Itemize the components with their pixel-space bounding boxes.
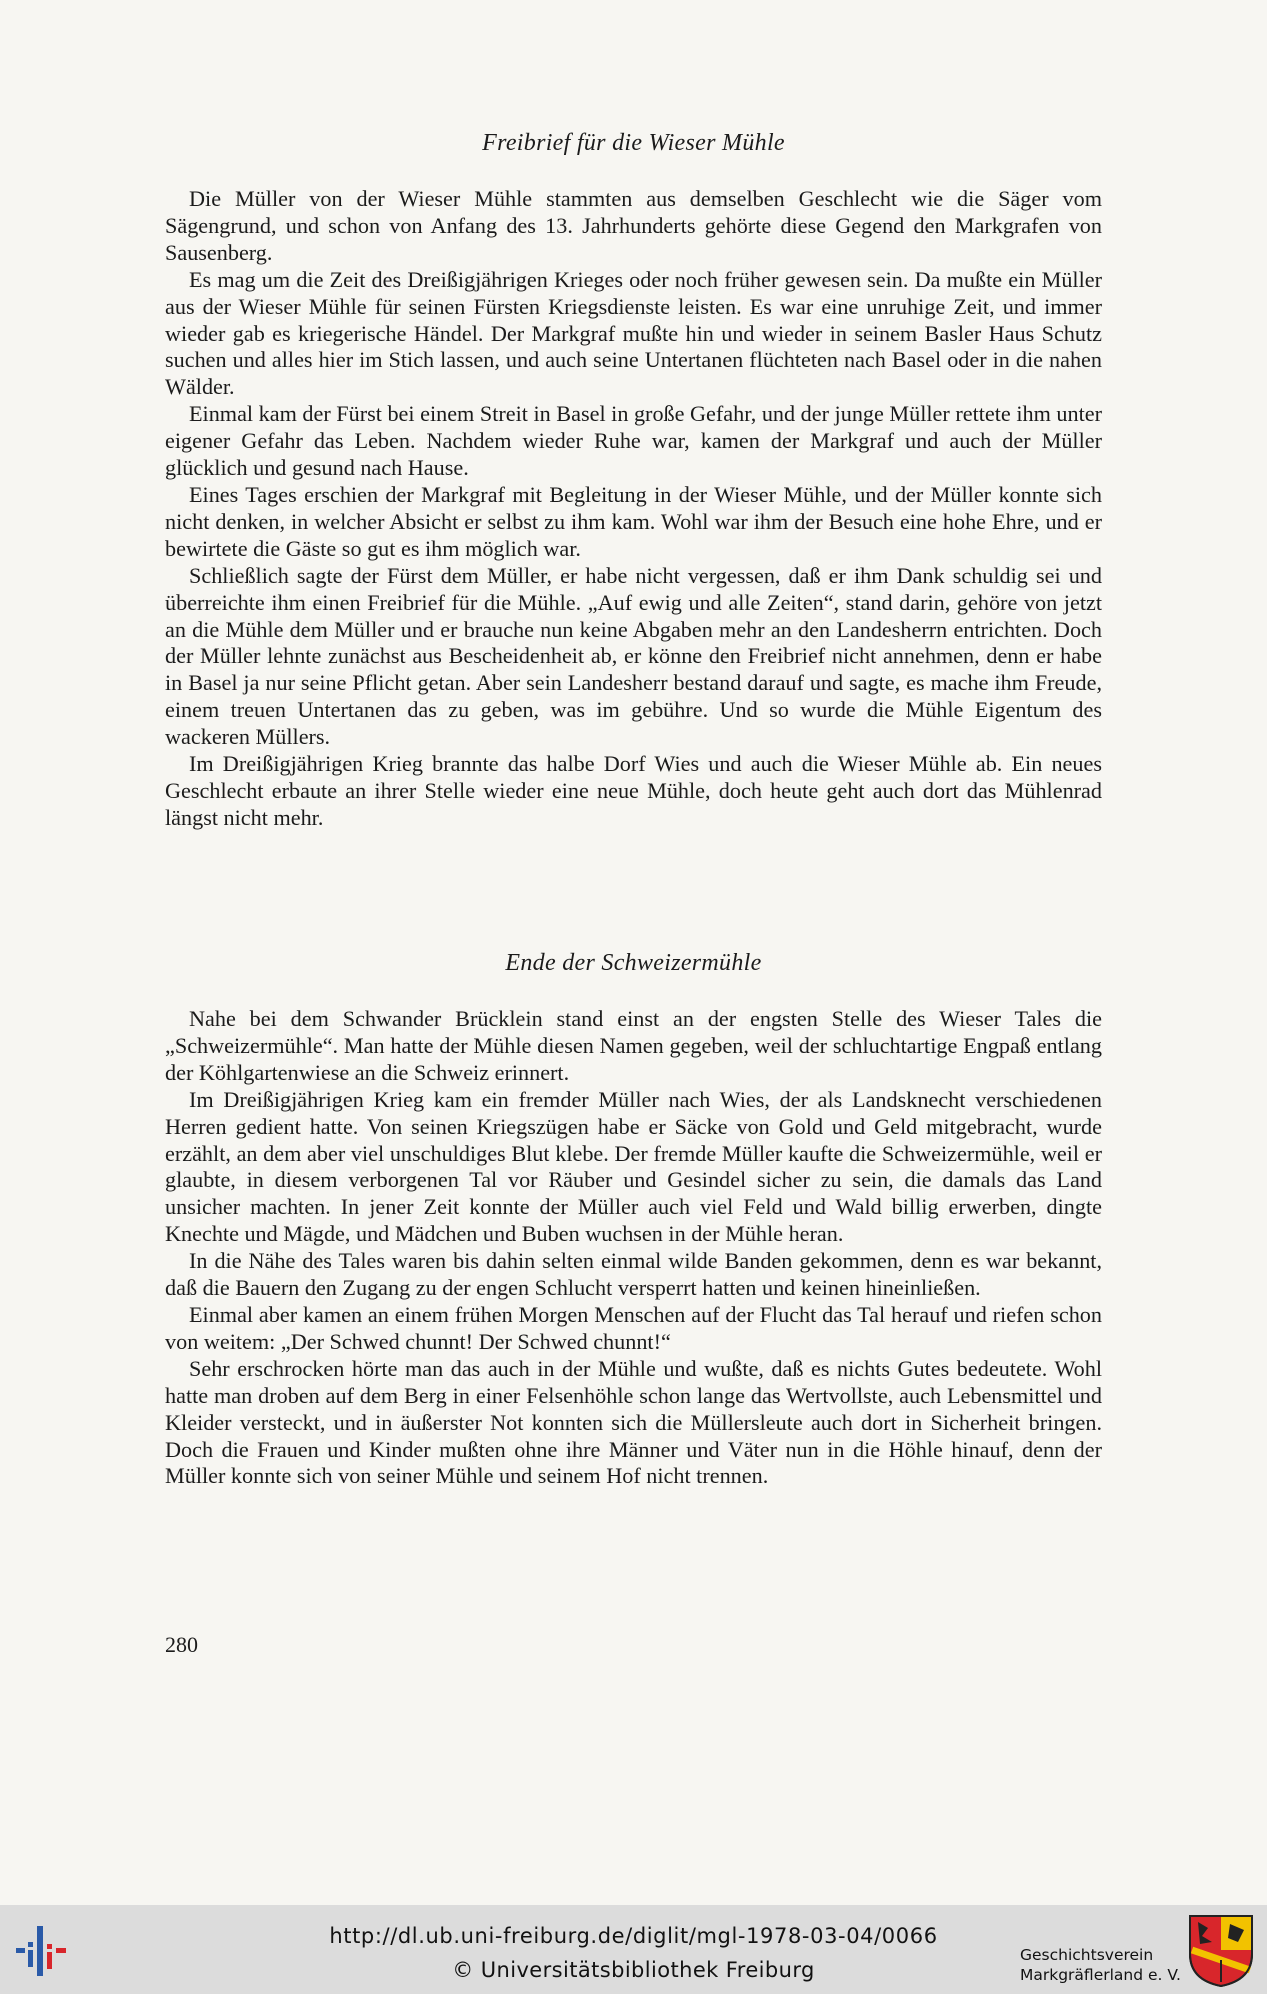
section-heading-schweizermuehle: Ende der Schweizermühle bbox=[505, 950, 762, 976]
paragraph: In die Nähe des Tales waren bis dahin selten einmal wilde Banden gekommen, denn es war bekannt, daß die Bauern den Zugang zu der engen Schlucht versperrt hatten und keinen hineinließen. bbox=[165, 1248, 1102, 1301]
section-schweizermuehle-text bbox=[165, 1006, 1102, 1490]
paragraph: Die Müller von der Wieser Mühle stammten aus demselben Geschlecht wie die Säger vom Sägengrund, und schon von Anfang des 13. Jahrhunderts gehörte diese Gegend den Markgrafen von Sausenberg. bbox=[165, 186, 1102, 265]
paragraph: Im Dreißigjährigen Krieg brannte das halbe Dorf Wies und auch die Wieser Mühle ab. Ein neues Geschlecht erbaute an ihrer Stelle wieder eine neue Mühle, doch heute geht auch dort das Mühlenrad längst nicht mehr. bbox=[165, 751, 1102, 830]
page-number: 280 bbox=[165, 1632, 198, 1657]
section-heading-freibrief: Freibrief für die Wieser Mühle bbox=[482, 130, 785, 156]
footer-bar bbox=[0, 1905, 1267, 1994]
copyright-notice: © Universitätsbibliothek Freiburg bbox=[452, 1958, 815, 1982]
paragraph: Sehr erschrocken hörte man das auch in der Mühle und wußte, daß es nichts Gutes bedeutete. Wohl hatte man droben auf dem Berg in einer Felsenhöhle schon lange das Wertvollste, auch Lebensmittel und Kleider versteckt, und in äußerster Not konnten sich die Müllersleute auch dort in Sicherheit bringen. Doch die Frauen und Kinder mußten ohne ihre Männer und Väter nun in die Höhle hinauf, denn der Müller konnte sich von seiner Mühle und seinem Hof nicht trennen. bbox=[165, 1355, 1102, 1489]
paragraph: Eines Tages erschien der Markgraf mit Begleitung in der Wieser Mühle, und der Müller konnte sich nicht denken, in welcher Absicht er selbst zu ihm kam. Wohl war ihm der Besuch eine hohe Ehre, und er bewirtete die Gäste so gut es ihm möglich war. bbox=[165, 481, 1102, 561]
coat-of-arms-icon bbox=[1188, 1914, 1254, 1988]
organization-name bbox=[1020, 1945, 1181, 1985]
paragraph: Nahe bei dem Schwander Brücklein stand einst an der engsten Stelle des Wieser Tales die „Schweizermühle“. Man hatte der Mühle diesen Namen gegeben, weil der schluchtartige Engpaß entlang der Köhlgartenwiese an die Schweiz erinnert. bbox=[165, 1006, 1102, 1085]
paragraph: Einmal aber kamen an einem frühen Morgen Menschen auf der Flucht das Tal herauf und riefen schon von weitem: „Der Schwed chunnt! Der Schwed chunnt!“ bbox=[165, 1301, 1102, 1354]
paragraph: Im Dreißigjährigen Krieg kam ein fremder Müller nach Wies, der als Landsknecht verschiedenen Herren gedient hatte. Von seinen Kriegszügen habe er Säcke von Gold und Geld mitgebracht, wurde erzählt, an dem aber viel unschuldiges Blut klebe. Der fremde Müller kaufte die Schweizermühle, weil er glaubte, in diesem verborgenen Tal vor Räuber und Gesindel sicher zu sein, die damals das Land unsicher machten. In jener Zeit konnte der Müller auch viel Feld und Wald billig erwerben, dingte Knechte und Mägde, und Mädchen und Buben wuchsen in der Mühle heran. bbox=[165, 1086, 1102, 1247]
section-freibrief-text bbox=[165, 186, 1102, 832]
paragraph: Es mag um die Zeit des Dreißigjährigen Krieges oder noch früher gewesen sein. Da mußte ein Müller aus der Wieser Mühle für seinen Fürsten Kriegsdienste leisten. Es war eine unruhige Zeit, und immer wieder gab es kriegerische Händel. Der Markgraf mußte hin und wieder in seinem Basler Haus Schutz suchen und alles hier im Stich lassen, und auch seine Untertanen flüchteten nach Basel oder in die nahen Wälder. bbox=[165, 266, 1102, 400]
organization-line-1: Geschichtsverein bbox=[1020, 1946, 1154, 1964]
paragraph: Schließlich sagte der Fürst dem Müller, er habe nicht vergessen, daß er ihm Dank schuldig sei und überreichte ihm einen Freibrief für die Mühle. „Auf ewig und alle Zeiten“, stand darin, gehöre von jetzt an die Mühle dem Müller und er brauche nun keine Abgaben mehr an den Landesherrn entrichten. Doch der Müller lehnte zunächst aus Bescheidenheit ab, er könne den Freibrief nicht annehmen, denn er habe in Basel ja nur seine Pflicht getan. Aber sein Landesherr bestand darauf und sagte, es mache ihm Freude, einem treuen Untertanen das zu geben, was im gebühre. Und so wurde die Mühle Eigentum des wackeren Müllers. bbox=[165, 562, 1102, 750]
organization-line-2: Markgräflerland e. V. bbox=[1020, 1966, 1181, 1984]
paragraph: Einmal kam der Fürst bei einem Streit in Basel in große Gefahr, und der junge Müller rettete ihm unter eigener Gefahr das Leben. Nachdem wieder Ruhe war, kamen der Markgraf und auch der Müller glücklich und gesund nach Hause. bbox=[165, 401, 1102, 481]
document-url[interactable]: http://dl.ub.uni-freiburg.de/diglit/mgl-1978-03-04/0066 bbox=[329, 1924, 938, 1948]
